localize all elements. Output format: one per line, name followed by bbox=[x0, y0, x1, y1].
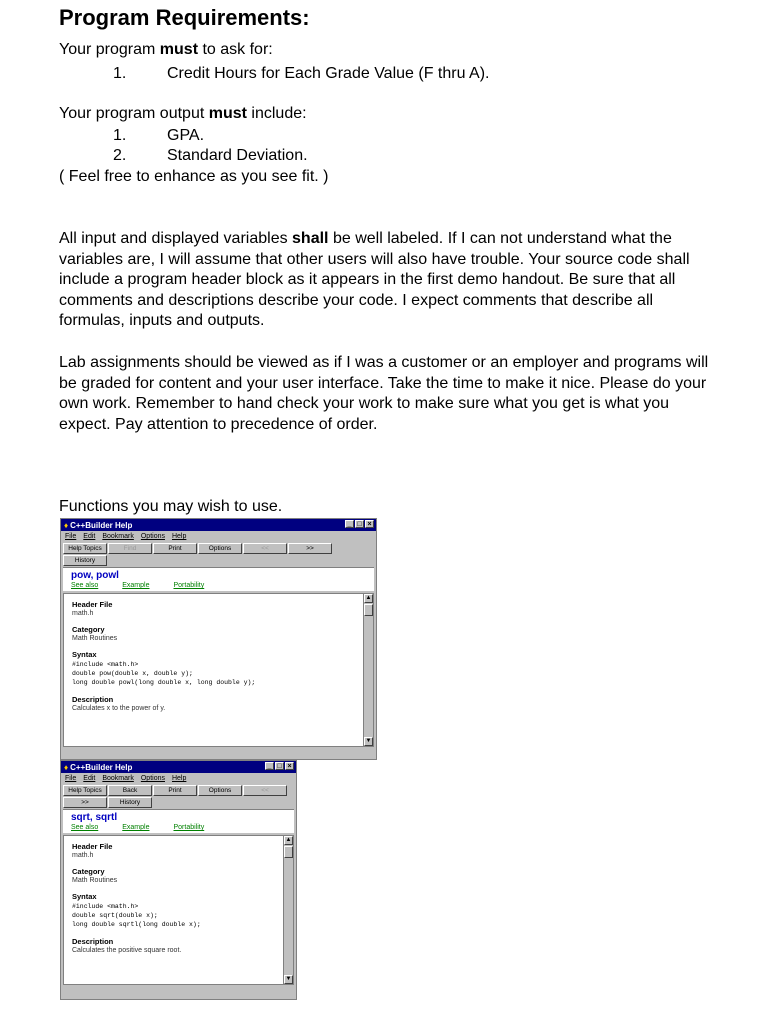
portability-link[interactable]: Portability bbox=[173, 582, 205, 589]
menu-bookmark[interactable]: Bookmark bbox=[102, 775, 134, 782]
options-button[interactable]: Options bbox=[198, 543, 242, 554]
topic-links bbox=[71, 582, 368, 589]
help-app-icon: ♦ bbox=[64, 520, 69, 530]
syntax-line: long double powl(long double x, long double y); bbox=[72, 679, 256, 686]
print-button[interactable]: Print bbox=[153, 543, 197, 554]
vertical-scrollbar[interactable] bbox=[283, 836, 293, 984]
menu-edit[interactable]: Edit bbox=[83, 533, 96, 540]
menu-options[interactable]: Options bbox=[140, 533, 165, 540]
section-heading: Category bbox=[72, 867, 105, 876]
history-button[interactable]: History bbox=[108, 797, 152, 808]
section-text: Math Routines bbox=[72, 877, 118, 884]
menu-bookmark[interactable]: Bookmark bbox=[102, 533, 134, 540]
example-link[interactable]: Example bbox=[122, 582, 150, 589]
help-window-sqrt bbox=[60, 760, 297, 1000]
minimize-button[interactable]: _ bbox=[265, 762, 274, 770]
list-item: GPA. bbox=[167, 127, 205, 144]
back-button[interactable]: Back bbox=[108, 785, 152, 796]
minimize-button[interactable]: _ bbox=[345, 520, 354, 528]
topic-body bbox=[63, 593, 374, 747]
options-button[interactable]: Options bbox=[198, 785, 242, 796]
menu-help[interactable]: Help bbox=[171, 775, 187, 782]
grading-paragraph: Lab assignments should be viewed as if I was a customer or an employer and programs will be graded for content and your user interface. Take the time to make it nice. Please do your own work. Remember to hand check your work to make sure what you get is what you expect. Pay attention to precedence of order. bbox=[59, 354, 709, 433]
syntax-line: double sqrt(double x); bbox=[72, 912, 158, 919]
scroll-down-icon[interactable]: ▼ bbox=[285, 976, 292, 982]
window-title: C++Builder Help bbox=[70, 762, 133, 772]
vertical-scrollbar[interactable] bbox=[363, 594, 373, 746]
menu-bar bbox=[61, 531, 376, 542]
menu-options[interactable]: Options bbox=[140, 775, 165, 782]
topic-header bbox=[63, 809, 294, 833]
help-toolbar bbox=[61, 784, 296, 809]
section-heading: Header File bbox=[72, 600, 113, 609]
list-number: 1. bbox=[113, 65, 127, 82]
scroll-thumb[interactable] bbox=[284, 846, 293, 858]
enhance-note: ( Feel free to enhance as you see fit. ) bbox=[59, 168, 329, 185]
window-titlebar bbox=[61, 761, 296, 773]
section-heading: Category bbox=[72, 625, 105, 634]
syntax-line: #include <math.h> bbox=[72, 903, 139, 910]
menu-help[interactable]: Help bbox=[171, 533, 187, 540]
see-also-link[interactable]: See also bbox=[71, 582, 99, 589]
syntax-line: #include <math.h> bbox=[72, 661, 139, 668]
section-heading: Description bbox=[72, 937, 114, 946]
window-title: C++Builder Help bbox=[70, 520, 133, 530]
syntax-line: double pow(double x, double y); bbox=[72, 670, 193, 677]
help-topics-button[interactable]: Help Topics bbox=[63, 543, 107, 554]
scroll-thumb[interactable] bbox=[364, 604, 373, 616]
scroll-up-icon[interactable]: ▲ bbox=[365, 595, 372, 601]
scroll-down-icon[interactable]: ▼ bbox=[365, 738, 372, 744]
scroll-up-icon[interactable]: ▲ bbox=[285, 837, 292, 843]
menu-bar bbox=[61, 773, 296, 784]
list-item: Standard Deviation. bbox=[167, 147, 308, 164]
browse-forward-button[interactable]: >> bbox=[288, 543, 332, 554]
window-titlebar bbox=[61, 519, 376, 531]
see-also-link[interactable]: See also bbox=[71, 824, 99, 831]
section-heading: Description bbox=[72, 695, 114, 704]
menu-file[interactable]: File bbox=[65, 775, 77, 782]
help-toolbar bbox=[61, 542, 376, 567]
section-heading: Syntax bbox=[72, 650, 97, 659]
portability-link[interactable]: Portability bbox=[173, 824, 205, 831]
browse-back-button[interactable]: << bbox=[243, 785, 287, 796]
history-button[interactable]: History bbox=[63, 555, 107, 566]
topic-title: pow, powl bbox=[71, 570, 119, 581]
topic-body bbox=[63, 835, 294, 985]
close-button[interactable]: × bbox=[365, 520, 374, 528]
menu-file[interactable]: File bbox=[65, 533, 77, 540]
section-heading: Syntax bbox=[72, 892, 97, 901]
topic-header bbox=[63, 567, 374, 591]
section-text: Calculates x to the power of y. bbox=[72, 705, 166, 712]
maximize-button[interactable]: □ bbox=[355, 520, 364, 528]
maximize-button[interactable]: □ bbox=[275, 762, 284, 770]
section-text: math.h bbox=[72, 852, 94, 859]
list-item: Credit Hours for Each Grade Value (F thru A). bbox=[167, 65, 490, 82]
help-app-icon: ♦ bbox=[64, 762, 69, 772]
browse-forward-button[interactable]: >> bbox=[63, 797, 107, 808]
list-number: 1. bbox=[113, 127, 127, 144]
functions-label: Functions you may wish to use. bbox=[59, 498, 283, 515]
topic-title: sqrt, sqrtl bbox=[71, 812, 118, 823]
section-heading: Header File bbox=[72, 842, 113, 851]
section-text: Calculates the positive square root. bbox=[72, 947, 182, 954]
syntax-line: long double sqrtl(long double x); bbox=[72, 921, 201, 928]
example-link[interactable]: Example bbox=[122, 824, 150, 831]
section-text: math.h bbox=[72, 610, 94, 617]
output-requirement-intro: Your program output must include: bbox=[59, 105, 307, 122]
close-button[interactable]: × bbox=[285, 762, 294, 770]
input-requirement-intro: Your program must to ask for: bbox=[59, 41, 273, 58]
page-title: Program Requirements: bbox=[59, 5, 310, 30]
find-button[interactable]: Find bbox=[108, 543, 152, 554]
topic-links bbox=[71, 824, 288, 831]
list-number: 2. bbox=[113, 147, 127, 164]
help-window-pow bbox=[60, 518, 377, 760]
menu-edit[interactable]: Edit bbox=[83, 775, 96, 782]
section-text: Math Routines bbox=[72, 635, 118, 642]
labeling-paragraph: All input and displayed variables shall be well labeled. If I can not understand what the variables are, I will assume that other users will also have trouble. Your source code shall include a program header block as it appears in the first demo handout. Be sure that all comments and descriptions describe your code. I expect comments that describe all formulas, inputs and outputs. bbox=[59, 230, 690, 330]
browse-back-button[interactable]: << bbox=[243, 543, 287, 554]
print-button[interactable]: Print bbox=[153, 785, 197, 796]
help-topics-button[interactable]: Help Topics bbox=[63, 785, 107, 796]
